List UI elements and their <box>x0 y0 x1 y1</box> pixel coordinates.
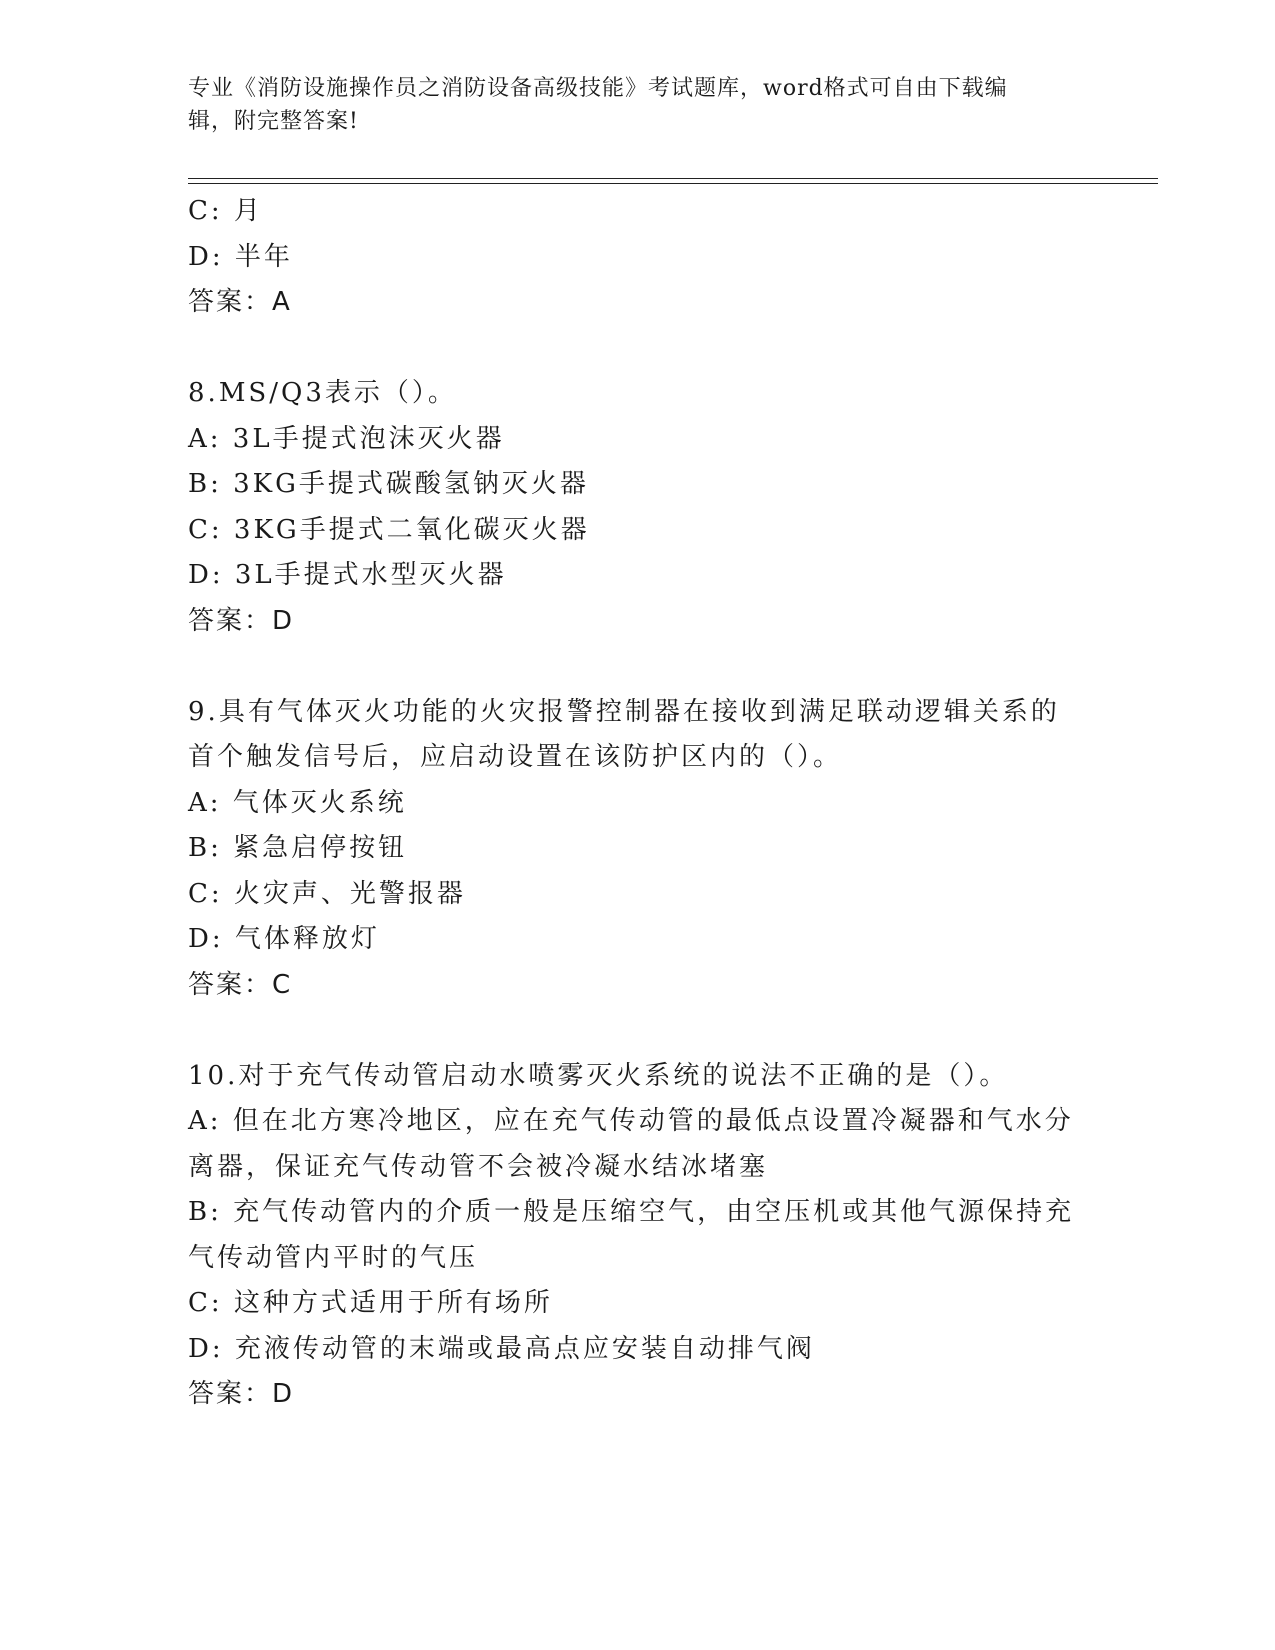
spacer <box>188 326 1088 372</box>
document-body <box>188 189 1088 1418</box>
header-rule-bottom <box>188 183 1158 184</box>
answer-line: 答案：A <box>188 287 292 317</box>
option-a: A: 但在北方寒冷地区，应在充气传动管的最低点设置冷凝器和气水分 <box>188 1106 1074 1136</box>
option-c: C: 火灾声、光警报器 <box>188 878 466 909</box>
question-stem <box>188 371 1088 417</box>
carryover-question <box>188 189 1088 326</box>
answer-line: 答案：C <box>188 969 293 1000</box>
document-header <box>188 72 1088 138</box>
question-text-continued: 首个触发信号后，应启动设置在该防护区内的（）。 <box>188 742 843 772</box>
option-b: B: 紧急启停按钮 <box>188 833 408 863</box>
question-text: 对于充气传动管启动水喷雾灭火系统的说法不正确的是（）。 <box>238 1060 1009 1091</box>
header-rule-top <box>188 178 1158 179</box>
question-number: 10. <box>188 1060 239 1091</box>
question-9 <box>188 690 1088 1009</box>
option-a: A: 气体灭火系统 <box>188 787 407 818</box>
question-8 <box>188 371 1088 644</box>
question-stem <box>188 1054 1088 1100</box>
question-10 <box>188 1054 1088 1418</box>
spacer <box>188 644 1088 690</box>
answer-line: 答案：D <box>188 1379 295 1409</box>
option-b: B: 3KG手提式碳酸氢钠灭火器 <box>188 469 589 499</box>
header-line-1: 专业《消防设施操作员之消防设备高级技能》考试题库，word格式可自由下载编 <box>188 76 1008 101</box>
option-c: C: 3KG手提式二氧化碳灭火器 <box>188 514 590 545</box>
option-d: D: 半年 <box>188 241 293 272</box>
option-d: D: 气体释放灯 <box>188 924 380 954</box>
option-b: B: 充气传动管内的介质一般是压缩空气，由空压机或其他气源保持充 <box>188 1197 1075 1227</box>
option-b-continued: 气传动管内平时的气压 <box>188 1242 479 1273</box>
option-c: C: 月 <box>188 196 263 226</box>
option-a-continued: 离器，保证充气传动管不会被冷凝水结冰堵塞 <box>188 1151 769 1182</box>
question-text: MS/Q3表示（）。 <box>218 378 457 408</box>
question-text: 具有气体灭火功能的火灾报警控制器在接收到满足联动逻辑关系的 <box>218 696 1060 727</box>
question-number: 9. <box>188 696 219 727</box>
option-c: C: 这种方式适用于所有场所 <box>188 1288 553 1318</box>
header-line-2: 辑，附完整答案! <box>188 109 359 134</box>
option-d: D: 3L手提式水型灭火器 <box>188 560 507 590</box>
answer-line: 答案：D <box>188 605 295 636</box>
question-stem <box>188 690 1088 736</box>
spacer <box>188 1008 1088 1054</box>
option-d: D: 充液传动管的末端或最高点应安装自动排气阀 <box>188 1333 815 1364</box>
question-number: 8. <box>188 378 219 408</box>
option-a: A: 3L手提式泡沫灭火器 <box>188 423 505 454</box>
